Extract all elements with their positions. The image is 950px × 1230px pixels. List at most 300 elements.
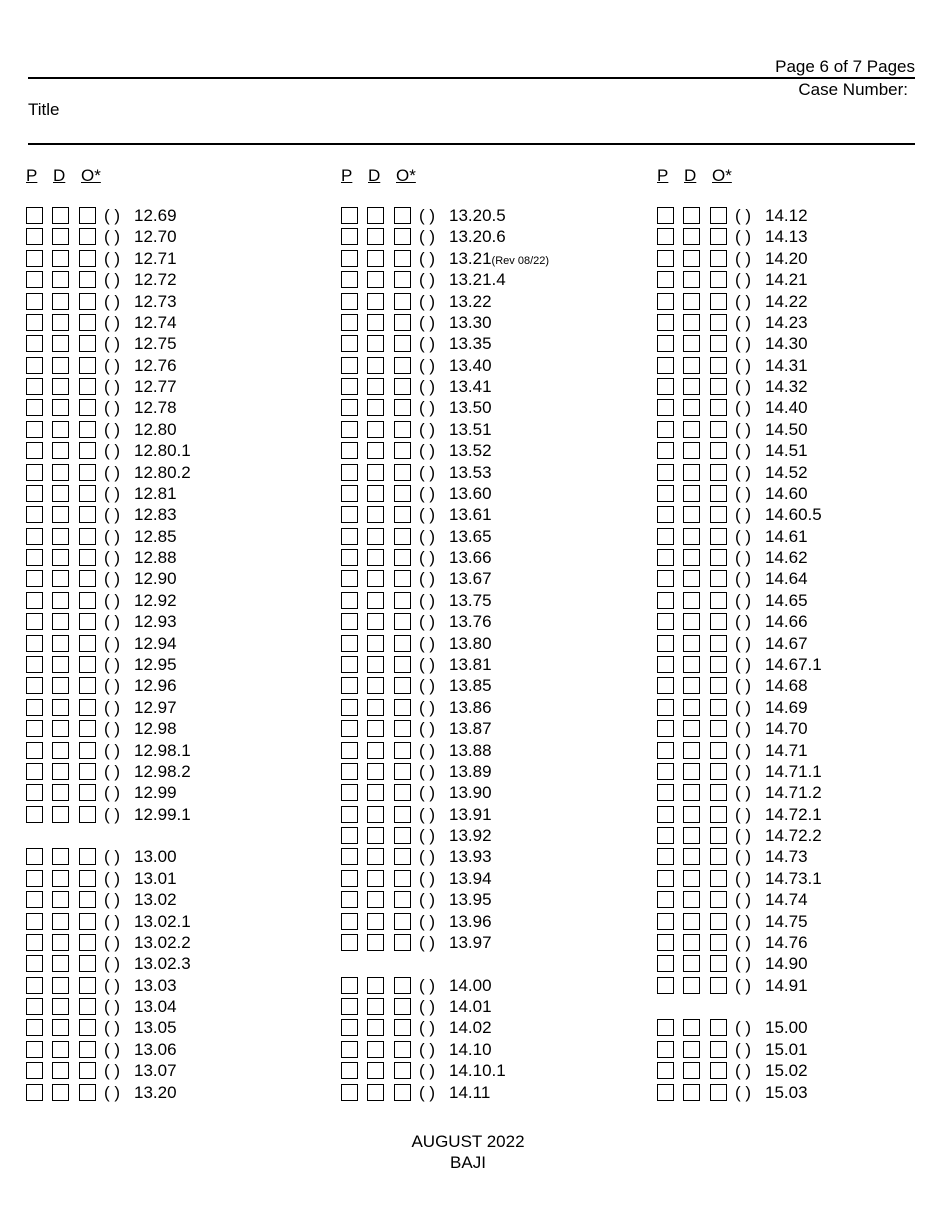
checkbox-p[interactable]: [26, 485, 43, 502]
checkbox-d[interactable]: [367, 699, 384, 716]
checkbox-p[interactable]: [341, 271, 358, 288]
checkbox-d[interactable]: [683, 1019, 700, 1036]
checkbox-p[interactable]: [657, 592, 674, 609]
checkbox-d[interactable]: [683, 421, 700, 438]
checkbox-o[interactable]: [79, 613, 96, 630]
checkbox-p[interactable]: [341, 335, 358, 352]
checkbox-o[interactable]: [79, 464, 96, 481]
checkbox-o[interactable]: [394, 293, 411, 310]
checkbox-o[interactable]: [394, 635, 411, 652]
checkbox-p[interactable]: [657, 570, 674, 587]
checkbox-p[interactable]: [657, 827, 674, 844]
checkbox-p[interactable]: [26, 913, 43, 930]
checkbox-p[interactable]: [657, 464, 674, 481]
checkbox-p[interactable]: [26, 763, 43, 780]
checkbox-p[interactable]: [341, 421, 358, 438]
checkbox-o[interactable]: [710, 784, 727, 801]
checkbox-p[interactable]: [657, 250, 674, 267]
checkbox-d[interactable]: [683, 399, 700, 416]
checkbox-p[interactable]: [657, 228, 674, 245]
checkbox-o[interactable]: [79, 934, 96, 951]
checkbox-o[interactable]: [394, 763, 411, 780]
checkbox-d[interactable]: [683, 635, 700, 652]
checkbox-o[interactable]: [79, 271, 96, 288]
checkbox-p[interactable]: [657, 207, 674, 224]
checkbox-p[interactable]: [26, 421, 43, 438]
checkbox-d[interactable]: [683, 485, 700, 502]
checkbox-d[interactable]: [367, 549, 384, 566]
checkbox-o[interactable]: [79, 399, 96, 416]
checkbox-d[interactable]: [367, 998, 384, 1015]
checkbox-p[interactable]: [341, 570, 358, 587]
checkbox-o[interactable]: [79, 335, 96, 352]
checkbox-o[interactable]: [710, 549, 727, 566]
checkbox-d[interactable]: [367, 913, 384, 930]
checkbox-o[interactable]: [710, 506, 727, 523]
checkbox-p[interactable]: [26, 592, 43, 609]
checkbox-o[interactable]: [394, 806, 411, 823]
checkbox-o[interactable]: [710, 677, 727, 694]
checkbox-d[interactable]: [683, 592, 700, 609]
checkbox-p[interactable]: [341, 677, 358, 694]
checkbox-o[interactable]: [79, 207, 96, 224]
checkbox-o[interactable]: [79, 1062, 96, 1079]
checkbox-p[interactable]: [657, 549, 674, 566]
checkbox-p[interactable]: [341, 506, 358, 523]
checkbox-d[interactable]: [683, 228, 700, 245]
checkbox-o[interactable]: [79, 549, 96, 566]
checkbox-d[interactable]: [52, 570, 69, 587]
checkbox-p[interactable]: [26, 806, 43, 823]
checkbox-o[interactable]: [79, 506, 96, 523]
checkbox-o[interactable]: [710, 570, 727, 587]
checkbox-p[interactable]: [26, 635, 43, 652]
checkbox-p[interactable]: [657, 891, 674, 908]
checkbox-o[interactable]: [710, 314, 727, 331]
checkbox-p[interactable]: [26, 677, 43, 694]
checkbox-d[interactable]: [52, 506, 69, 523]
checkbox-d[interactable]: [367, 399, 384, 416]
checkbox-p[interactable]: [26, 891, 43, 908]
checkbox-p[interactable]: [657, 442, 674, 459]
checkbox-p[interactable]: [657, 870, 674, 887]
checkbox-p[interactable]: [341, 784, 358, 801]
checkbox-p[interactable]: [657, 335, 674, 352]
checkbox-p[interactable]: [26, 699, 43, 716]
checkbox-o[interactable]: [710, 934, 727, 951]
checkbox-d[interactable]: [683, 250, 700, 267]
checkbox-o[interactable]: [394, 464, 411, 481]
checkbox-o[interactable]: [394, 677, 411, 694]
checkbox-o[interactable]: [79, 955, 96, 972]
checkbox-o[interactable]: [710, 806, 727, 823]
checkbox-d[interactable]: [52, 293, 69, 310]
checkbox-p[interactable]: [341, 977, 358, 994]
checkbox-p[interactable]: [657, 635, 674, 652]
checkbox-p[interactable]: [341, 934, 358, 951]
checkbox-o[interactable]: [79, 250, 96, 267]
checkbox-d[interactable]: [367, 827, 384, 844]
checkbox-d[interactable]: [367, 485, 384, 502]
checkbox-o[interactable]: [394, 228, 411, 245]
checkbox-d[interactable]: [683, 464, 700, 481]
checkbox-d[interactable]: [52, 335, 69, 352]
checkbox-p[interactable]: [26, 464, 43, 481]
checkbox-p[interactable]: [341, 763, 358, 780]
checkbox-p[interactable]: [26, 378, 43, 395]
checkbox-d[interactable]: [367, 1062, 384, 1079]
checkbox-d[interactable]: [367, 228, 384, 245]
checkbox-d[interactable]: [367, 891, 384, 908]
checkbox-p[interactable]: [26, 570, 43, 587]
checkbox-d[interactable]: [683, 827, 700, 844]
checkbox-o[interactable]: [79, 592, 96, 609]
checkbox-p[interactable]: [26, 977, 43, 994]
checkbox-o[interactable]: [710, 613, 727, 630]
checkbox-o[interactable]: [710, 399, 727, 416]
checkbox-p[interactable]: [341, 592, 358, 609]
checkbox-p[interactable]: [341, 228, 358, 245]
checkbox-o[interactable]: [394, 399, 411, 416]
checkbox-d[interactable]: [367, 293, 384, 310]
checkbox-o[interactable]: [79, 763, 96, 780]
checkbox-p[interactable]: [26, 250, 43, 267]
checkbox-d[interactable]: [52, 485, 69, 502]
checkbox-d[interactable]: [367, 357, 384, 374]
checkbox-p[interactable]: [657, 656, 674, 673]
checkbox-o[interactable]: [394, 934, 411, 951]
checkbox-d[interactable]: [367, 378, 384, 395]
checkbox-o[interactable]: [710, 891, 727, 908]
checkbox-d[interactable]: [367, 207, 384, 224]
checkbox-o[interactable]: [710, 913, 727, 930]
checkbox-o[interactable]: [79, 870, 96, 887]
checkbox-d[interactable]: [683, 442, 700, 459]
checkbox-o[interactable]: [710, 955, 727, 972]
checkbox-p[interactable]: [657, 1062, 674, 1079]
checkbox-d[interactable]: [683, 357, 700, 374]
checkbox-d[interactable]: [683, 677, 700, 694]
checkbox-o[interactable]: [394, 891, 411, 908]
checkbox-o[interactable]: [710, 699, 727, 716]
checkbox-p[interactable]: [341, 293, 358, 310]
checkbox-p[interactable]: [341, 656, 358, 673]
checkbox-d[interactable]: [367, 421, 384, 438]
checkbox-d[interactable]: [683, 977, 700, 994]
checkbox-d[interactable]: [52, 314, 69, 331]
checkbox-d[interactable]: [52, 1062, 69, 1079]
checkbox-d[interactable]: [683, 848, 700, 865]
checkbox-o[interactable]: [79, 1041, 96, 1058]
checkbox-o[interactable]: [710, 656, 727, 673]
checkbox-p[interactable]: [657, 720, 674, 737]
checkbox-d[interactable]: [52, 870, 69, 887]
checkbox-p[interactable]: [341, 699, 358, 716]
checkbox-d[interactable]: [52, 1084, 69, 1101]
checkbox-d[interactable]: [367, 635, 384, 652]
checkbox-p[interactable]: [26, 442, 43, 459]
checkbox-o[interactable]: [710, 293, 727, 310]
checkbox-o[interactable]: [79, 485, 96, 502]
checkbox-d[interactable]: [367, 464, 384, 481]
checkbox-d[interactable]: [52, 613, 69, 630]
checkbox-d[interactable]: [683, 1041, 700, 1058]
checkbox-d[interactable]: [683, 934, 700, 951]
checkbox-o[interactable]: [710, 528, 727, 545]
checkbox-o[interactable]: [710, 870, 727, 887]
checkbox-p[interactable]: [341, 528, 358, 545]
checkbox-d[interactable]: [683, 913, 700, 930]
checkbox-d[interactable]: [52, 357, 69, 374]
checkbox-p[interactable]: [341, 442, 358, 459]
checkbox-o[interactable]: [710, 271, 727, 288]
checkbox-o[interactable]: [710, 485, 727, 502]
checkbox-p[interactable]: [341, 742, 358, 759]
checkbox-d[interactable]: [52, 998, 69, 1015]
checkbox-d[interactable]: [52, 848, 69, 865]
checkbox-o[interactable]: [79, 977, 96, 994]
checkbox-p[interactable]: [26, 784, 43, 801]
checkbox-p[interactable]: [657, 913, 674, 930]
checkbox-p[interactable]: [657, 528, 674, 545]
checkbox-p[interactable]: [657, 677, 674, 694]
checkbox-o[interactable]: [79, 891, 96, 908]
checkbox-o[interactable]: [394, 742, 411, 759]
checkbox-p[interactable]: [341, 1062, 358, 1079]
checkbox-d[interactable]: [683, 891, 700, 908]
checkbox-o[interactable]: [79, 442, 96, 459]
checkbox-d[interactable]: [52, 677, 69, 694]
checkbox-p[interactable]: [26, 207, 43, 224]
checkbox-o[interactable]: [394, 870, 411, 887]
checkbox-o[interactable]: [394, 1041, 411, 1058]
checkbox-o[interactable]: [79, 699, 96, 716]
checkbox-p[interactable]: [657, 293, 674, 310]
checkbox-p[interactable]: [26, 1084, 43, 1101]
checkbox-p[interactable]: [26, 335, 43, 352]
checkbox-o[interactable]: [394, 250, 411, 267]
checkbox-d[interactable]: [367, 977, 384, 994]
checkbox-p[interactable]: [26, 271, 43, 288]
checkbox-p[interactable]: [26, 1041, 43, 1058]
checkbox-o[interactable]: [710, 228, 727, 245]
checkbox-o[interactable]: [79, 228, 96, 245]
checkbox-d[interactable]: [52, 763, 69, 780]
checkbox-p[interactable]: [657, 314, 674, 331]
checkbox-p[interactable]: [26, 228, 43, 245]
checkbox-o[interactable]: [79, 784, 96, 801]
checkbox-d[interactable]: [52, 977, 69, 994]
checkbox-p[interactable]: [341, 806, 358, 823]
checkbox-d[interactable]: [367, 784, 384, 801]
checkbox-p[interactable]: [26, 293, 43, 310]
checkbox-p[interactable]: [26, 613, 43, 630]
checkbox-o[interactable]: [710, 1062, 727, 1079]
checkbox-d[interactable]: [52, 699, 69, 716]
checkbox-o[interactable]: [394, 207, 411, 224]
checkbox-o[interactable]: [79, 998, 96, 1015]
checkbox-d[interactable]: [683, 784, 700, 801]
checkbox-d[interactable]: [52, 784, 69, 801]
checkbox-o[interactable]: [394, 506, 411, 523]
checkbox-p[interactable]: [657, 421, 674, 438]
checkbox-p[interactable]: [26, 314, 43, 331]
checkbox-d[interactable]: [52, 378, 69, 395]
checkbox-d[interactable]: [683, 763, 700, 780]
checkbox-o[interactable]: [394, 784, 411, 801]
checkbox-o[interactable]: [79, 1084, 96, 1101]
checkbox-p[interactable]: [341, 1084, 358, 1101]
checkbox-d[interactable]: [367, 934, 384, 951]
checkbox-d[interactable]: [367, 870, 384, 887]
checkbox-p[interactable]: [341, 485, 358, 502]
checkbox-p[interactable]: [657, 1084, 674, 1101]
checkbox-o[interactable]: [710, 357, 727, 374]
checkbox-o[interactable]: [79, 913, 96, 930]
checkbox-p[interactable]: [341, 913, 358, 930]
checkbox-d[interactable]: [683, 506, 700, 523]
checkbox-d[interactable]: [683, 271, 700, 288]
checkbox-o[interactable]: [79, 848, 96, 865]
checkbox-p[interactable]: [341, 357, 358, 374]
checkbox-o[interactable]: [394, 271, 411, 288]
checkbox-p[interactable]: [657, 848, 674, 865]
checkbox-p[interactable]: [657, 955, 674, 972]
checkbox-o[interactable]: [710, 848, 727, 865]
checkbox-o[interactable]: [79, 720, 96, 737]
checkbox-d[interactable]: [683, 207, 700, 224]
checkbox-d[interactable]: [683, 549, 700, 566]
checkbox-p[interactable]: [341, 1019, 358, 1036]
checkbox-p[interactable]: [657, 613, 674, 630]
checkbox-d[interactable]: [683, 720, 700, 737]
checkbox-o[interactable]: [710, 742, 727, 759]
checkbox-p[interactable]: [657, 357, 674, 374]
checkbox-d[interactable]: [52, 891, 69, 908]
checkbox-d[interactable]: [52, 934, 69, 951]
checkbox-d[interactable]: [683, 613, 700, 630]
checkbox-o[interactable]: [394, 378, 411, 395]
checkbox-d[interactable]: [683, 656, 700, 673]
checkbox-p[interactable]: [26, 1062, 43, 1079]
checkbox-o[interactable]: [394, 699, 411, 716]
checkbox-p[interactable]: [341, 998, 358, 1015]
checkbox-d[interactable]: [683, 806, 700, 823]
checkbox-o[interactable]: [394, 1019, 411, 1036]
checkbox-o[interactable]: [394, 314, 411, 331]
checkbox-p[interactable]: [26, 549, 43, 566]
checkbox-d[interactable]: [52, 442, 69, 459]
checkbox-p[interactable]: [341, 207, 358, 224]
checkbox-o[interactable]: [394, 592, 411, 609]
checkbox-d[interactable]: [52, 720, 69, 737]
checkbox-d[interactable]: [683, 378, 700, 395]
checkbox-d[interactable]: [52, 742, 69, 759]
checkbox-d[interactable]: [683, 528, 700, 545]
checkbox-o[interactable]: [394, 827, 411, 844]
checkbox-o[interactable]: [79, 378, 96, 395]
checkbox-o[interactable]: [710, 250, 727, 267]
checkbox-o[interactable]: [79, 635, 96, 652]
checkbox-d[interactable]: [367, 1019, 384, 1036]
checkbox-o[interactable]: [394, 1084, 411, 1101]
checkbox-p[interactable]: [657, 763, 674, 780]
checkbox-o[interactable]: [79, 677, 96, 694]
checkbox-d[interactable]: [52, 592, 69, 609]
checkbox-o[interactable]: [79, 421, 96, 438]
checkbox-p[interactable]: [341, 848, 358, 865]
checkbox-o[interactable]: [394, 335, 411, 352]
checkbox-d[interactable]: [367, 763, 384, 780]
checkbox-o[interactable]: [394, 848, 411, 865]
checkbox-p[interactable]: [341, 399, 358, 416]
checkbox-p[interactable]: [341, 378, 358, 395]
checkbox-p[interactable]: [657, 399, 674, 416]
checkbox-o[interactable]: [710, 378, 727, 395]
checkbox-d[interactable]: [52, 528, 69, 545]
checkbox-o[interactable]: [710, 827, 727, 844]
checkbox-o[interactable]: [79, 570, 96, 587]
checkbox-p[interactable]: [657, 485, 674, 502]
checkbox-o[interactable]: [79, 1019, 96, 1036]
checkbox-d[interactable]: [367, 1041, 384, 1058]
checkbox-d[interactable]: [52, 1019, 69, 1036]
checkbox-o[interactable]: [394, 1062, 411, 1079]
checkbox-d[interactable]: [52, 250, 69, 267]
checkbox-o[interactable]: [394, 549, 411, 566]
checkbox-o[interactable]: [394, 421, 411, 438]
checkbox-p[interactable]: [341, 891, 358, 908]
checkbox-p[interactable]: [26, 506, 43, 523]
checkbox-d[interactable]: [683, 742, 700, 759]
checkbox-o[interactable]: [79, 656, 96, 673]
checkbox-o[interactable]: [710, 207, 727, 224]
checkbox-d[interactable]: [367, 1084, 384, 1101]
checkbox-p[interactable]: [26, 720, 43, 737]
checkbox-p[interactable]: [26, 955, 43, 972]
checkbox-d[interactable]: [683, 1062, 700, 1079]
checkbox-d[interactable]: [52, 806, 69, 823]
checkbox-d[interactable]: [52, 913, 69, 930]
checkbox-o[interactable]: [710, 335, 727, 352]
checkbox-o[interactable]: [394, 656, 411, 673]
checkbox-d[interactable]: [367, 806, 384, 823]
checkbox-p[interactable]: [657, 784, 674, 801]
checkbox-d[interactable]: [52, 549, 69, 566]
checkbox-p[interactable]: [657, 506, 674, 523]
checkbox-p[interactable]: [341, 720, 358, 737]
checkbox-o[interactable]: [710, 464, 727, 481]
checkbox-o[interactable]: [710, 592, 727, 609]
checkbox-d[interactable]: [367, 250, 384, 267]
checkbox-p[interactable]: [341, 464, 358, 481]
checkbox-p[interactable]: [657, 806, 674, 823]
checkbox-o[interactable]: [79, 742, 96, 759]
checkbox-p[interactable]: [657, 1041, 674, 1058]
checkbox-o[interactable]: [710, 421, 727, 438]
checkbox-d[interactable]: [367, 442, 384, 459]
checkbox-d[interactable]: [367, 528, 384, 545]
checkbox-p[interactable]: [657, 271, 674, 288]
checkbox-o[interactable]: [394, 720, 411, 737]
checkbox-o[interactable]: [710, 763, 727, 780]
checkbox-o[interactable]: [79, 528, 96, 545]
checkbox-o[interactable]: [394, 485, 411, 502]
checkbox-p[interactable]: [26, 870, 43, 887]
checkbox-d[interactable]: [52, 421, 69, 438]
checkbox-o[interactable]: [79, 357, 96, 374]
checkbox-o[interactable]: [394, 528, 411, 545]
